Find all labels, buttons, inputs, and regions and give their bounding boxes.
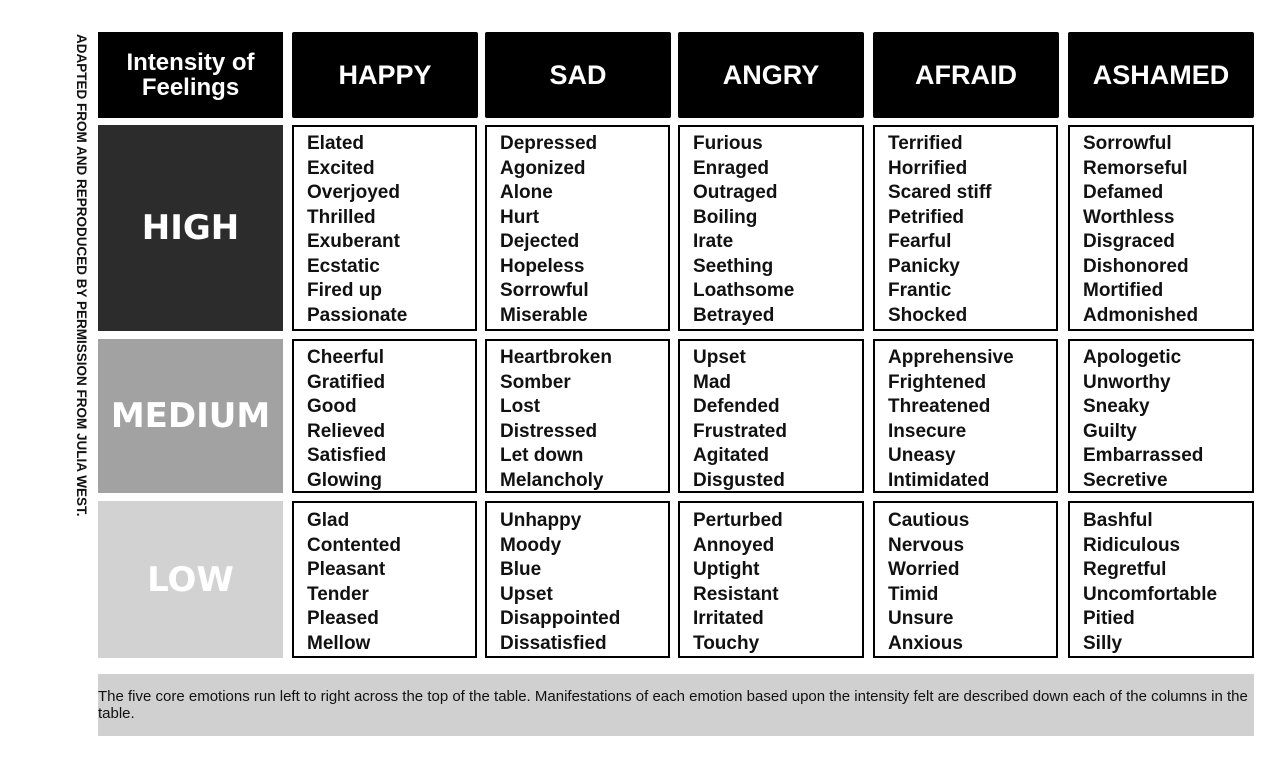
feeling-word: Shocked: [888, 304, 968, 326]
feeling-word: Ecstatic: [307, 255, 380, 277]
feeling-word: Seething: [693, 255, 774, 277]
feeling-word: Worried: [888, 559, 960, 580]
feeling-word: Exuberant: [307, 231, 400, 252]
feeling-word: Pleased: [307, 608, 379, 629]
feeling-word: Timid: [888, 583, 939, 605]
feeling-word: Insecure: [888, 420, 967, 442]
feeling-word: Relieved: [307, 420, 386, 442]
feeling-word: Mortified: [1083, 280, 1164, 301]
feeling-word: Boiling: [693, 206, 758, 228]
feeling-word: Unsure: [888, 608, 954, 629]
feeling-word: Excited: [307, 157, 375, 179]
feeling-word: Agitated: [693, 445, 769, 466]
feeling-word: Moody: [500, 534, 562, 556]
cell-medium-ashamed: [1068, 339, 1254, 493]
feeling-word: Irritated: [693, 608, 764, 629]
cell-low-happy: [292, 501, 477, 658]
feeling-word: Secretive: [1083, 469, 1168, 491]
feeling-word: Tender: [307, 583, 369, 605]
feeling-word: Terrified: [888, 133, 963, 154]
cell-medium-happy: [292, 339, 477, 493]
cell-medium-sad: [485, 339, 670, 493]
feeling-word: Touchy: [693, 632, 760, 654]
intensity-header: [98, 32, 283, 118]
feeling-word: Uncomfortable: [1083, 583, 1218, 605]
intensity-header-label: Intensity of Feelings: [126, 49, 255, 101]
level-high: HIGH: [98, 125, 283, 331]
feeling-word: Upset: [693, 347, 746, 368]
feeling-word: Let down: [500, 445, 584, 466]
feeling-word: Pitied: [1083, 608, 1135, 629]
feeling-word: Miserable: [500, 304, 588, 326]
cell-high-ashamed: [1068, 125, 1254, 331]
feeling-word: Petrified: [888, 206, 965, 228]
cell-high-sad: [485, 125, 670, 331]
level-medium: MEDIUM: [98, 339, 283, 493]
table-caption: [98, 674, 1254, 736]
feeling-word: Fearful: [888, 231, 952, 252]
feeling-word: Mellow: [307, 632, 371, 654]
feeling-word: Defended: [693, 396, 780, 417]
feeling-word: Bashful: [1083, 510, 1153, 531]
feeling-word: Disgusted: [693, 469, 785, 491]
cell-low-ashamed: [1068, 501, 1254, 658]
emotion-header-angry: ANGRY: [678, 32, 864, 118]
feeling-word: Loathsome: [693, 280, 795, 301]
feeling-word: Dissatisfied: [500, 632, 607, 654]
emotion-header-sad: SAD: [485, 32, 671, 118]
feeling-word: Hopeless: [500, 255, 585, 277]
feeling-word: Admonished: [1083, 304, 1199, 326]
feeling-word: Elated: [307, 133, 365, 154]
feeling-word: Upset: [500, 583, 553, 605]
feeling-word: Dishonored: [1083, 255, 1189, 277]
feeling-word: Glowing: [307, 469, 382, 491]
cell-low-angry: [678, 501, 864, 658]
feeling-word: Sorrowful: [1083, 133, 1172, 154]
feeling-word: Panicky: [888, 255, 960, 277]
feeling-word: Glad: [307, 510, 350, 531]
feeling-word: Cheerful: [307, 347, 385, 368]
feeling-word: Apprehensive: [888, 347, 1014, 368]
feeling-word: Uneasy: [888, 445, 956, 466]
feeling-word: Furious: [693, 133, 763, 154]
feeling-word: Apologetic: [1083, 347, 1182, 368]
cell-high-angry: [678, 125, 864, 331]
feeling-word: Nervous: [888, 534, 965, 556]
feeling-word: Ridiculous: [1083, 534, 1181, 556]
feeling-word: Alone: [500, 182, 553, 203]
feeling-word: Gratified: [307, 371, 386, 393]
feeling-word: Dejected: [500, 231, 580, 252]
feeling-word: Resistant: [693, 583, 779, 605]
feeling-word: Threatened: [888, 396, 991, 417]
feeling-word: Satisfied: [307, 445, 387, 466]
feeling-word: Frantic: [888, 280, 952, 301]
feeling-word: Scared stiff: [888, 182, 992, 203]
feeling-word: Unworthy: [1083, 371, 1171, 393]
level-low: LOW: [98, 501, 283, 658]
feeling-word: Disgraced: [1083, 231, 1175, 252]
feeling-word: Fired up: [307, 280, 382, 301]
cell-medium-afraid: [873, 339, 1058, 493]
feeling-word: Betrayed: [693, 304, 775, 326]
feeling-word: Unhappy: [500, 510, 582, 531]
feeling-word: Disappointed: [500, 608, 621, 629]
feeling-word: Horrified: [888, 157, 968, 179]
cell-medium-angry: [678, 339, 864, 493]
feeling-word: Remorseful: [1083, 157, 1188, 179]
feeling-word: Defamed: [1083, 182, 1164, 203]
feeling-word: Regretful: [1083, 559, 1167, 580]
feeling-word: Perturbed: [693, 510, 783, 531]
feeling-word: Somber: [500, 371, 571, 393]
feeling-word: Annoyed: [693, 534, 775, 556]
feeling-word: Irate: [693, 231, 734, 252]
table-caption-text: The five core emotions run left to right across the top of the table. Manifestations of each emotion based upon the intensity felt are described down each of the columns in the table.: [98, 688, 1248, 722]
feeling-word: Pleasant: [307, 559, 386, 580]
feeling-word: Lost: [500, 396, 541, 417]
feeling-word: Silly: [1083, 632, 1123, 654]
feeling-word: Contented: [307, 534, 401, 556]
feeling-word: Uptight: [693, 559, 760, 580]
cell-low-afraid: [873, 501, 1058, 658]
feeling-word: Mad: [693, 371, 731, 393]
feeling-word: Sorrowful: [500, 280, 589, 301]
feeling-word: Passionate: [307, 304, 408, 326]
emotion-header-afraid: AFRAID: [873, 32, 1059, 118]
attribution-note: [72, 34, 90, 589]
feeling-word: Intimidated: [888, 469, 990, 491]
feeling-word: Melancholy: [500, 469, 604, 491]
feeling-word: Overjoyed: [307, 182, 400, 203]
feeling-word: Heartbroken: [500, 347, 612, 368]
emotion-header-ashamed: ASHAMED: [1068, 32, 1254, 118]
cell-high-afraid: [873, 125, 1058, 331]
attribution-text: ADAPTED FROM AND REPRODUCED BY PERMISSION FROM JULIA WEST.: [74, 34, 89, 517]
feeling-word: Worthless: [1083, 206, 1175, 228]
emotion-header-happy: HAPPY: [292, 32, 478, 118]
feeling-word: Embarrassed: [1083, 445, 1204, 466]
cell-low-sad: [485, 501, 670, 658]
feeling-word: Outraged: [693, 182, 778, 203]
feeling-word: Agonized: [500, 157, 586, 179]
feeling-word: Thrilled: [307, 206, 376, 228]
feeling-word: Anxious: [888, 632, 963, 654]
feeling-word: Blue: [500, 559, 542, 580]
cell-high-happy: [292, 125, 477, 331]
feeling-word: Guilty: [1083, 420, 1137, 442]
feeling-word: Cautious: [888, 510, 970, 531]
feeling-word: Frustrated: [693, 420, 787, 442]
feeling-word: Hurt: [500, 206, 540, 228]
feeling-word: Sneaky: [1083, 396, 1150, 417]
feeling-word: Enraged: [693, 157, 770, 179]
feeling-word: Depressed: [500, 133, 598, 154]
feeling-word: Frightened: [888, 371, 987, 393]
feeling-word: Good: [307, 396, 357, 417]
feeling-word: Distressed: [500, 420, 598, 442]
